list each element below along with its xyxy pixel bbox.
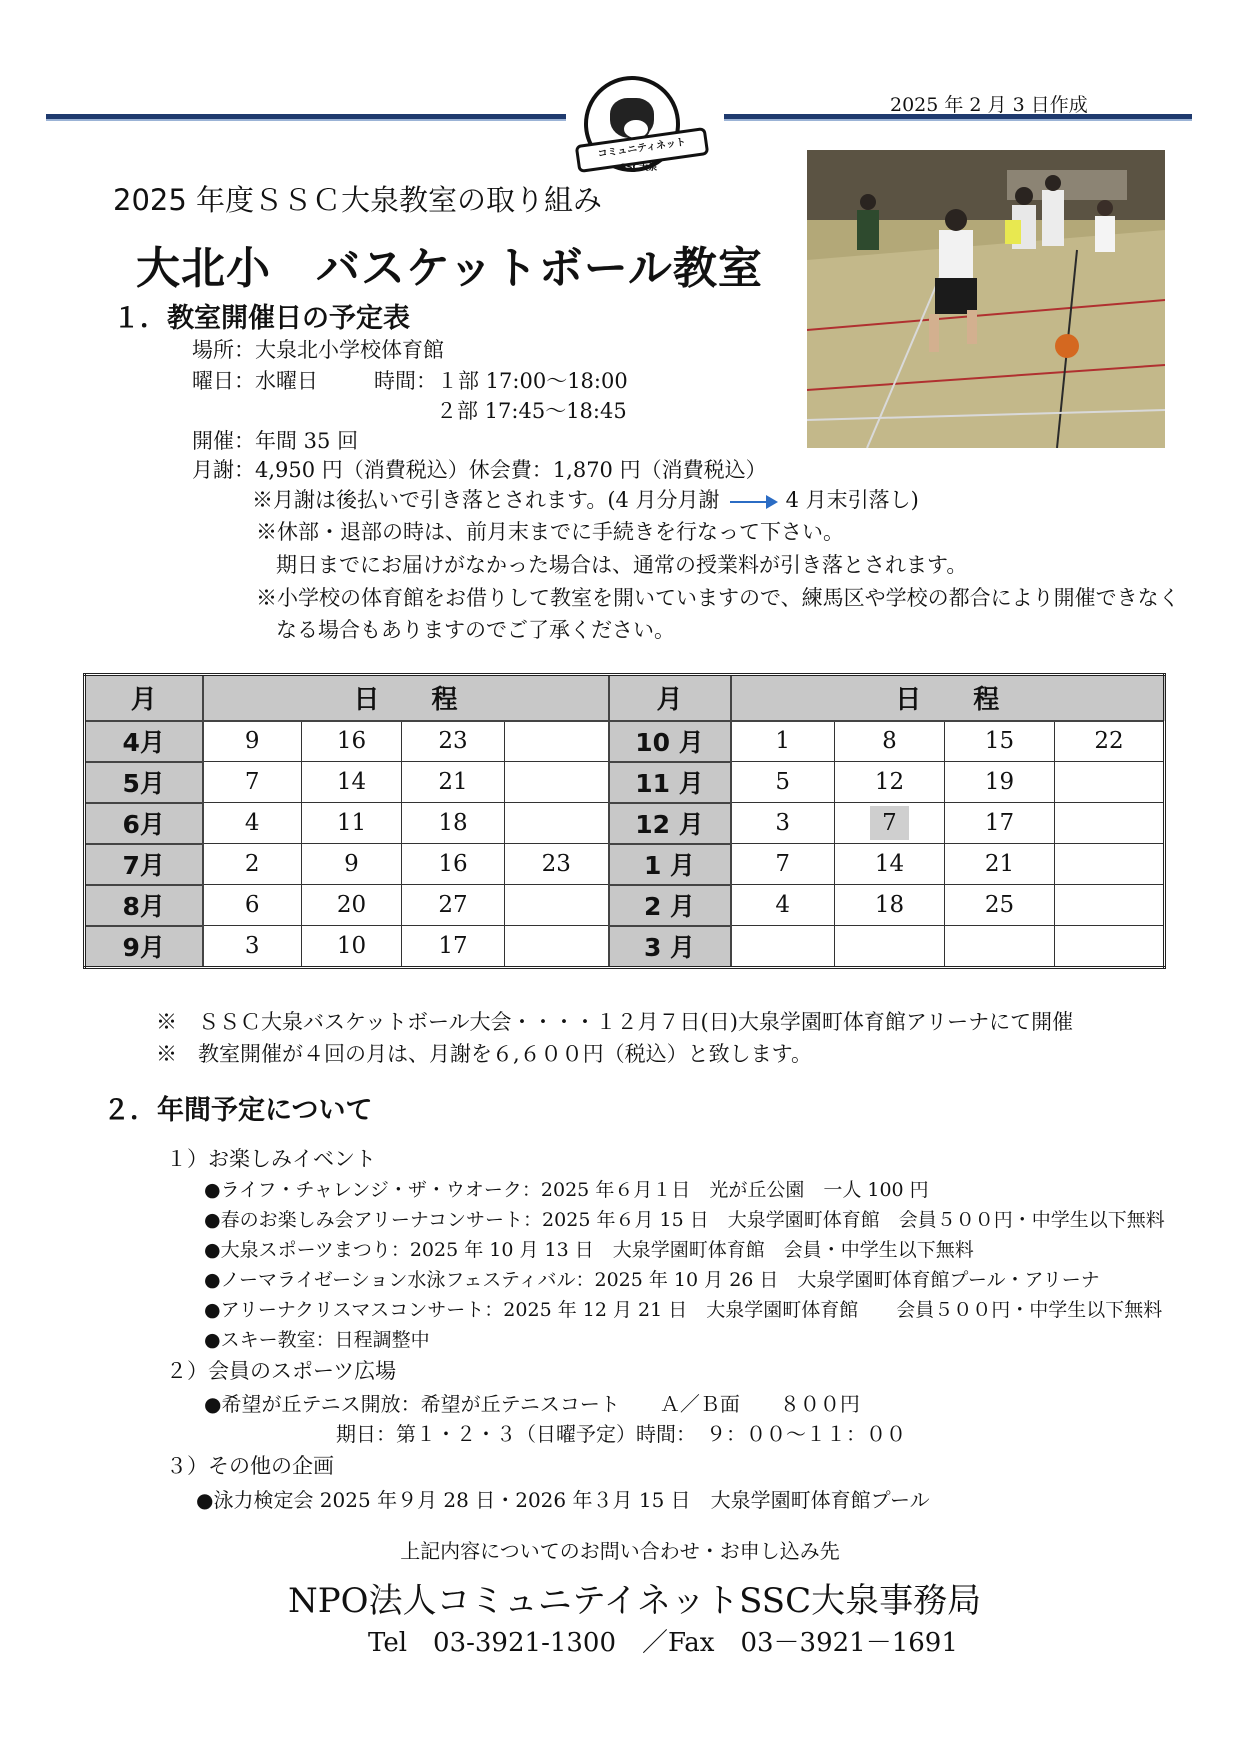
month-cell: 3 月: [609, 926, 731, 968]
day-cell: 17: [945, 803, 1055, 844]
weekday-line: 曜日：水曜日: [192, 369, 318, 393]
day-value: 7: [870, 806, 909, 840]
organization-name: NPO法人コミュニテイネットSSC大泉事務局: [288, 1581, 982, 1621]
page-title: 大北小 バスケットボール教室: [136, 243, 763, 294]
day-cell: 19: [945, 762, 1055, 803]
day-cell: 8: [835, 721, 945, 762]
event-swim-test: ●泳力検定会 2025 年９月 28 日・2026 年３月 15 日 大泉学園町体育館プール: [196, 1488, 930, 1512]
day-cell: 4: [731, 885, 835, 926]
day-cell: [1055, 803, 1165, 844]
event-sports-festival: ●大泉スポーツまつり：2025 年 10 月 13 日 大泉学園町体育館 会員・中学生以下無料: [204, 1239, 974, 1261]
day-cell-highlighted: [835, 803, 945, 844]
note-gym-cont: なる場合もありますのでご了承ください。: [276, 618, 675, 642]
day-cell: 23: [402, 721, 505, 762]
day-cell: 6: [203, 885, 302, 926]
day-cell: [945, 926, 1055, 968]
header-days-left: 日 程: [203, 675, 609, 721]
day-cell: 14: [302, 762, 402, 803]
header-days-right: 日 程: [731, 675, 1165, 721]
month-cell: 10 月: [609, 721, 731, 762]
event-xmas-concert: ●アリーナクリスマスコンサート：2025 年 12 月 21 日 大泉学園町体育館 会員５００円・中学生以下無料: [204, 1299, 1163, 1321]
day-cell: 3: [203, 926, 302, 968]
month-cell: 6月: [85, 803, 203, 844]
day-cell: [1055, 762, 1165, 803]
day-cell: 21: [402, 762, 505, 803]
note-gym: ※小学校の体育館をお借りして教室を開いていますので、練馬区や学校の都合により開催できなく: [256, 586, 1180, 610]
event-tennis: ●希望が丘テニス開放：希望が丘テニスコート Ａ／Ｂ面 ８００円: [204, 1392, 860, 1416]
event-tennis-time: 期日：第１・２・３（日曜予定）時間： ９：００～１１：００: [336, 1422, 906, 1446]
day-cell: 9: [203, 721, 302, 762]
logo-sub: SSC大泉: [620, 163, 658, 173]
day-cell: 27: [402, 885, 505, 926]
month-cell: 5月: [85, 762, 203, 803]
day-cell: [731, 926, 835, 968]
count-line: 開催：年間 35 回: [192, 429, 359, 453]
day-cell: 9: [302, 844, 402, 885]
section1-heading: １．教室開催日の予定表: [113, 303, 410, 334]
day-cell: 2: [203, 844, 302, 885]
header-rule-left: [46, 114, 566, 121]
month-cell: 12 月: [609, 803, 731, 844]
day-cell: 5: [731, 762, 835, 803]
sub3-heading: ３）その他の企画: [166, 1454, 334, 1478]
event-swim-festival: ●ノーマライゼーション水泳フェスティバル：2025 年 10 月 26 日 大泉学園町体育館プール・アリーナ: [204, 1269, 1100, 1291]
month-cell: 9月: [85, 926, 203, 968]
time-line-2: ２部 17:45～18:45: [436, 399, 627, 423]
day-cell: 18: [835, 885, 945, 926]
day-cell: 4: [203, 803, 302, 844]
day-cell: [835, 926, 945, 968]
day-cell: 25: [945, 885, 1055, 926]
contact-info: Tel 03-3921-1300 ／Fax 03－3921－1691: [368, 1628, 958, 1658]
month-cell: 7月: [85, 844, 203, 885]
day-cell: [1055, 885, 1165, 926]
day-cell: 21: [945, 844, 1055, 885]
fee-line: 月謝：4,950 円（消費税込）休会費：1,870 円（消費税込）: [192, 458, 767, 482]
fee-note-b: 4 月末引落し): [785, 488, 919, 512]
day-cell: 22: [1055, 721, 1165, 762]
page-subtitle: 2025 年度ＳＳＣ大泉教室の取り組み: [113, 183, 603, 217]
day-cell: [1055, 844, 1165, 885]
day-cell: 20: [302, 885, 402, 926]
basketball-photo: [807, 150, 1165, 448]
time-line-1: 時間：１部 17:00～18:00: [374, 369, 628, 393]
section2-heading: ２．年間予定について: [103, 1095, 373, 1126]
arrow-right-icon: [730, 501, 776, 503]
tournament-note: ※ ＳＳＣ大泉バスケットボール大会・・・・１２月７日(日)大泉学園町体育館アリーナにて開催: [156, 1010, 1074, 1034]
event-spring-concert: ●春のお楽しみ会アリーナコンサート：2025 年６月 15 日 大泉学園町体育館 会員５００円・中学生以下無料: [204, 1209, 1165, 1231]
day-cell: 17: [402, 926, 505, 968]
inquiry-label: 上記内容についてのお問い合わせ・お申し込み先: [400, 1539, 840, 1563]
month-cell: 11 月: [609, 762, 731, 803]
sub1-heading: １）お楽しみイベント: [166, 1147, 376, 1171]
day-cell: 15: [945, 721, 1055, 762]
day-cell: 14: [835, 844, 945, 885]
logo: [584, 76, 687, 173]
created-date: 2025 年 2 月 3 日作成: [890, 94, 1088, 116]
fee-note-line: [252, 484, 919, 514]
event-ski: ●スキー教室：日程調整中: [204, 1329, 430, 1351]
day-cell: [505, 885, 609, 926]
day-cell: 3: [731, 803, 835, 844]
place-line: 場所：大泉北小学校体育館: [192, 338, 444, 362]
header-month-right: 月: [609, 675, 731, 721]
day-cell: [505, 803, 609, 844]
day-cell: 7: [731, 844, 835, 885]
day-cell: 1: [731, 721, 835, 762]
month-cell: 4月: [85, 721, 203, 762]
day-cell: 16: [402, 844, 505, 885]
day-cell: [505, 721, 609, 762]
day-cell: 10: [302, 926, 402, 968]
logo-ribbon: コミュニティネット: [575, 127, 710, 173]
day-cell: 16: [302, 721, 402, 762]
month-cell: 1 月: [609, 844, 731, 885]
event-walk: ●ライフ・チャレンジ・ザ・ウオーク：2025 年６月１日 光が丘公園 一人 100 円: [204, 1179, 929, 1201]
month-cell: 2 月: [609, 885, 731, 926]
fee-4times-note: ※ 教室開催が４回の月は、月謝を６,６００円（税込）と致します。: [156, 1042, 812, 1066]
month-cell: 8月: [85, 885, 203, 926]
sub2-heading: ２）会員のスポーツ広場: [166, 1359, 397, 1383]
day-cell: 11: [302, 803, 402, 844]
day-cell: 23: [505, 844, 609, 885]
fee-note-a: ※月謝は後払いで引き落とされます。(4 月分月謝: [252, 488, 720, 512]
note-deadline: 期日までにお届けがなかった場合は、通常の授業料が引き落とされます。: [276, 553, 968, 577]
note-withdraw: ※休部・退部の時は、前月末までに手続きを行なって下さい。: [256, 520, 844, 544]
day-cell: 18: [402, 803, 505, 844]
day-cell: [505, 926, 609, 968]
header-month-left: 月: [85, 675, 203, 721]
day-cell: 12: [835, 762, 945, 803]
day-cell: [1055, 926, 1165, 968]
schedule-table: [83, 673, 1166, 969]
day-cell: [505, 762, 609, 803]
day-cell: 7: [203, 762, 302, 803]
